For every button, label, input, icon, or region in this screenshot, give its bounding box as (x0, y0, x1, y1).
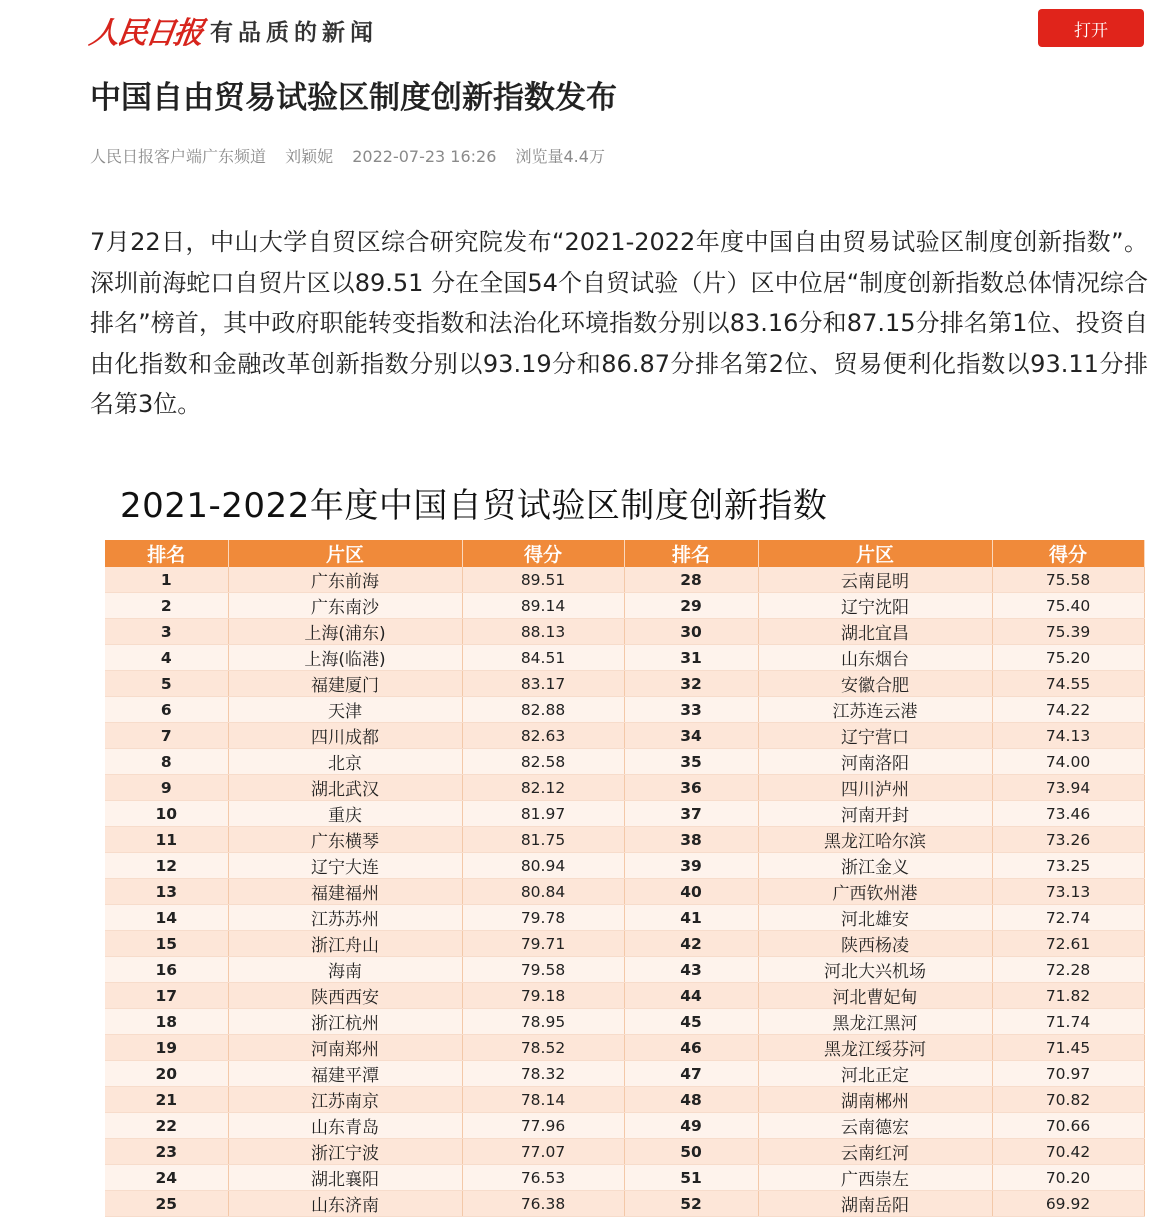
rank-cell: 50 (624, 1139, 758, 1165)
rank-cell: 15 (105, 931, 228, 957)
rank-cell: 7 (105, 723, 228, 749)
header-zone: 片区 (228, 540, 462, 567)
source-label[interactable]: 人民日报客户端广东频道 (90, 147, 267, 166)
article-meta (90, 144, 619, 167)
score-cell: 89.51 (462, 567, 624, 593)
rank-cell: 40 (624, 879, 758, 905)
zone-cell: 陕西杨凌 (758, 931, 992, 957)
table-row (105, 957, 1144, 983)
rank-cell: 44 (624, 983, 758, 1009)
zone-cell: 山东烟台 (758, 645, 992, 671)
rank-cell: 33 (624, 697, 758, 723)
rank-cell: 2 (105, 593, 228, 619)
table-row (105, 827, 1144, 853)
rank-cell: 28 (624, 567, 758, 593)
table-row (105, 697, 1144, 723)
score-cell: 75.58 (992, 567, 1144, 593)
zone-cell: 江苏南京 (228, 1087, 462, 1113)
score-cell: 73.46 (992, 801, 1144, 827)
rank-cell: 43 (624, 957, 758, 983)
zone-cell: 浙江金义 (758, 853, 992, 879)
score-cell: 80.94 (462, 853, 624, 879)
rank-cell: 47 (624, 1061, 758, 1087)
rank-cell: 46 (624, 1035, 758, 1061)
score-cell: 71.45 (992, 1035, 1144, 1061)
zone-cell: 北京 (228, 749, 462, 775)
table-row (105, 1061, 1144, 1087)
zone-cell: 天津 (228, 697, 462, 723)
rank-cell: 13 (105, 879, 228, 905)
table-row (105, 671, 1144, 697)
score-cell: 78.95 (462, 1009, 624, 1035)
rank-cell: 14 (105, 905, 228, 931)
rank-cell: 12 (105, 853, 228, 879)
zone-cell: 河北正定 (758, 1061, 992, 1087)
rank-cell: 3 (105, 619, 228, 645)
score-cell: 69.92 (992, 1191, 1144, 1217)
zone-cell: 陕西西安 (228, 983, 462, 1009)
zone-cell: 广东南沙 (228, 593, 462, 619)
score-cell: 74.00 (992, 749, 1144, 775)
rank-cell: 9 (105, 775, 228, 801)
score-cell: 71.74 (992, 1009, 1144, 1035)
zone-cell: 云南红河 (758, 1139, 992, 1165)
zone-cell: 四川成都 (228, 723, 462, 749)
rank-cell: 18 (105, 1009, 228, 1035)
score-cell: 73.26 (992, 827, 1144, 853)
rank-cell: 36 (624, 775, 758, 801)
score-cell: 73.94 (992, 775, 1144, 801)
rank-cell: 41 (624, 905, 758, 931)
ranking-table (105, 540, 1145, 1217)
zone-cell: 广西崇左 (758, 1165, 992, 1191)
rank-cell: 8 (105, 749, 228, 775)
ranking-table-body (105, 567, 1144, 1217)
rank-cell: 24 (105, 1165, 228, 1191)
zone-cell: 安徽合肥 (758, 671, 992, 697)
score-cell: 88.13 (462, 619, 624, 645)
zone-cell: 湖北武汉 (228, 775, 462, 801)
table-header-row (105, 540, 1144, 567)
score-cell: 72.74 (992, 905, 1144, 931)
rank-cell: 42 (624, 931, 758, 957)
rank-cell: 11 (105, 827, 228, 853)
table-row (105, 1087, 1144, 1113)
zone-cell: 湖南岳阳 (758, 1191, 992, 1217)
zone-cell: 云南昆明 (758, 567, 992, 593)
table-row (105, 905, 1144, 931)
score-cell: 84.51 (462, 645, 624, 671)
score-cell: 78.14 (462, 1087, 624, 1113)
table-row (105, 775, 1144, 801)
zone-cell: 海南 (228, 957, 462, 983)
score-cell: 82.58 (462, 749, 624, 775)
zone-cell: 河北曹妃甸 (758, 983, 992, 1009)
table-row (105, 1113, 1144, 1139)
table-row (105, 931, 1144, 957)
score-cell: 82.12 (462, 775, 624, 801)
header-score: 得分 (992, 540, 1144, 567)
zone-cell: 山东济南 (228, 1191, 462, 1217)
rank-cell: 23 (105, 1139, 228, 1165)
score-cell: 74.13 (992, 723, 1144, 749)
score-cell: 79.58 (462, 957, 624, 983)
zone-cell: 河北大兴机场 (758, 957, 992, 983)
zone-cell: 福建平潭 (228, 1061, 462, 1087)
zone-cell: 河南郑州 (228, 1035, 462, 1061)
rank-cell: 10 (105, 801, 228, 827)
zone-cell: 山东青岛 (228, 1113, 462, 1139)
score-cell: 70.42 (992, 1139, 1144, 1165)
zone-cell: 湖南郴州 (758, 1087, 992, 1113)
rank-cell: 32 (624, 671, 758, 697)
zone-cell: 广东横琴 (228, 827, 462, 853)
score-cell: 72.28 (992, 957, 1144, 983)
score-cell: 73.25 (992, 853, 1144, 879)
score-cell: 76.53 (462, 1165, 624, 1191)
zone-cell: 云南德宏 (758, 1113, 992, 1139)
zone-cell: 江苏苏州 (228, 905, 462, 931)
zone-cell: 福建厦门 (228, 671, 462, 697)
table-row (105, 801, 1144, 827)
rank-cell: 22 (105, 1113, 228, 1139)
table-row (105, 1035, 1144, 1061)
table-row (105, 1165, 1144, 1191)
rank-cell: 4 (105, 645, 228, 671)
zone-cell: 重庆 (228, 801, 462, 827)
score-cell: 72.61 (992, 931, 1144, 957)
rank-cell: 45 (624, 1009, 758, 1035)
table-row (105, 983, 1144, 1009)
header-rank: 排名 (105, 540, 228, 567)
slogan: 有品质的新闻 (210, 20, 378, 46)
score-cell: 77.96 (462, 1113, 624, 1139)
table-row (105, 749, 1144, 775)
score-cell: 71.82 (992, 983, 1144, 1009)
score-cell: 79.18 (462, 983, 624, 1009)
rank-cell: 21 (105, 1087, 228, 1113)
score-cell: 70.66 (992, 1113, 1144, 1139)
table-row (105, 723, 1144, 749)
table-row (105, 645, 1144, 671)
zone-cell: 辽宁营口 (758, 723, 992, 749)
header-score: 得分 (462, 540, 624, 567)
rank-cell: 34 (624, 723, 758, 749)
view-count: 浏览量4.4万 (515, 147, 605, 166)
rank-cell: 6 (105, 697, 228, 723)
people-daily-logo[interactable]: 人民日报 (87, 16, 204, 51)
rank-cell: 37 (624, 801, 758, 827)
score-cell: 79.78 (462, 905, 624, 931)
rank-cell: 17 (105, 983, 228, 1009)
score-cell: 82.63 (462, 723, 624, 749)
zone-cell: 湖北襄阳 (228, 1165, 462, 1191)
zone-cell: 黑龙江绥芬河 (758, 1035, 992, 1061)
score-cell: 75.39 (992, 619, 1144, 645)
score-cell: 83.17 (462, 671, 624, 697)
score-cell: 76.38 (462, 1191, 624, 1217)
author-label: 刘颖妮 (285, 147, 334, 166)
publish-time: 2022-07-23 16:26 (352, 147, 497, 166)
score-cell: 75.40 (992, 593, 1144, 619)
zone-cell: 广西钦州港 (758, 879, 992, 905)
score-cell: 78.32 (462, 1061, 624, 1087)
article-paragraph: 7月22日，中山大学自贸区综合研究院发布“2021-2022年度中国自由贸易试验区制度创新指数”。深圳前海蛇口自贸片区以89.51 分在全国54个自贸试验（片）区中位居“制度创新指数总体情况综合排名”榜首，其中政府职能转变指数和法治化环境指数分别以83.16分和87.15分排名第1位、投资自由化指数和金融改革创新指数分别以93.19分和86.87分排名第2位、贸易便利化指数以93.11分排名第3位。 (90, 228, 1148, 418)
header-rank: 排名 (624, 540, 758, 567)
zone-cell: 上海(浦东) (228, 619, 462, 645)
zone-cell: 辽宁大连 (228, 853, 462, 879)
score-cell: 81.97 (462, 801, 624, 827)
rank-cell: 29 (624, 593, 758, 619)
rank-cell: 16 (105, 957, 228, 983)
zone-cell: 河南洛阳 (758, 749, 992, 775)
score-cell: 78.52 (462, 1035, 624, 1061)
rank-cell: 35 (624, 749, 758, 775)
score-cell: 79.71 (462, 931, 624, 957)
top-bar (0, 0, 1168, 56)
table-row (105, 879, 1144, 905)
score-cell: 81.75 (462, 827, 624, 853)
table-row (105, 1191, 1144, 1217)
score-cell: 82.88 (462, 697, 624, 723)
zone-cell: 河北雄安 (758, 905, 992, 931)
zone-cell: 辽宁沈阳 (758, 593, 992, 619)
rank-cell: 30 (624, 619, 758, 645)
rank-cell: 39 (624, 853, 758, 879)
rank-cell: 1 (105, 567, 228, 593)
rank-cell: 25 (105, 1191, 228, 1217)
table-row (105, 1139, 1144, 1165)
zone-cell: 浙江宁波 (228, 1139, 462, 1165)
zone-cell: 浙江舟山 (228, 931, 462, 957)
score-cell: 74.22 (992, 697, 1144, 723)
score-cell: 70.97 (992, 1061, 1144, 1087)
rank-cell: 5 (105, 671, 228, 697)
zone-cell: 河南开封 (758, 801, 992, 827)
table-row (105, 619, 1144, 645)
zone-cell: 湖北宜昌 (758, 619, 992, 645)
rank-cell: 38 (624, 827, 758, 853)
score-cell: 70.20 (992, 1165, 1144, 1191)
score-cell: 89.14 (462, 593, 624, 619)
rank-cell: 52 (624, 1191, 758, 1217)
score-cell: 77.07 (462, 1139, 624, 1165)
article-title: 中国自由贸易试验区制度创新指数发布 (90, 80, 617, 116)
score-cell: 73.13 (992, 879, 1144, 905)
zone-cell: 福建福州 (228, 879, 462, 905)
table-title: 2021-2022年度中国自贸试验区制度创新指数 (120, 486, 828, 526)
rank-cell: 49 (624, 1113, 758, 1139)
zone-cell: 黑龙江黑河 (758, 1009, 992, 1035)
rank-cell: 31 (624, 645, 758, 671)
rank-cell: 51 (624, 1165, 758, 1191)
zone-cell: 黑龙江哈尔滨 (758, 827, 992, 853)
zone-cell: 上海(临港) (228, 645, 462, 671)
zone-cell: 浙江杭州 (228, 1009, 462, 1035)
zone-cell: 江苏连云港 (758, 697, 992, 723)
rank-cell: 19 (105, 1035, 228, 1061)
rank-cell: 48 (624, 1087, 758, 1113)
table-row (105, 593, 1144, 619)
header-zone: 片区 (758, 540, 992, 567)
table-row (105, 853, 1144, 879)
rank-cell: 20 (105, 1061, 228, 1087)
score-cell: 80.84 (462, 879, 624, 905)
score-cell: 70.82 (992, 1087, 1144, 1113)
score-cell: 74.55 (992, 671, 1144, 697)
zone-cell: 广东前海 (228, 567, 462, 593)
table-row (105, 567, 1144, 593)
score-cell: 75.20 (992, 645, 1144, 671)
zone-cell: 四川泸州 (758, 775, 992, 801)
open-app-button[interactable]: 打开 (1038, 9, 1144, 47)
table-row (105, 1009, 1144, 1035)
